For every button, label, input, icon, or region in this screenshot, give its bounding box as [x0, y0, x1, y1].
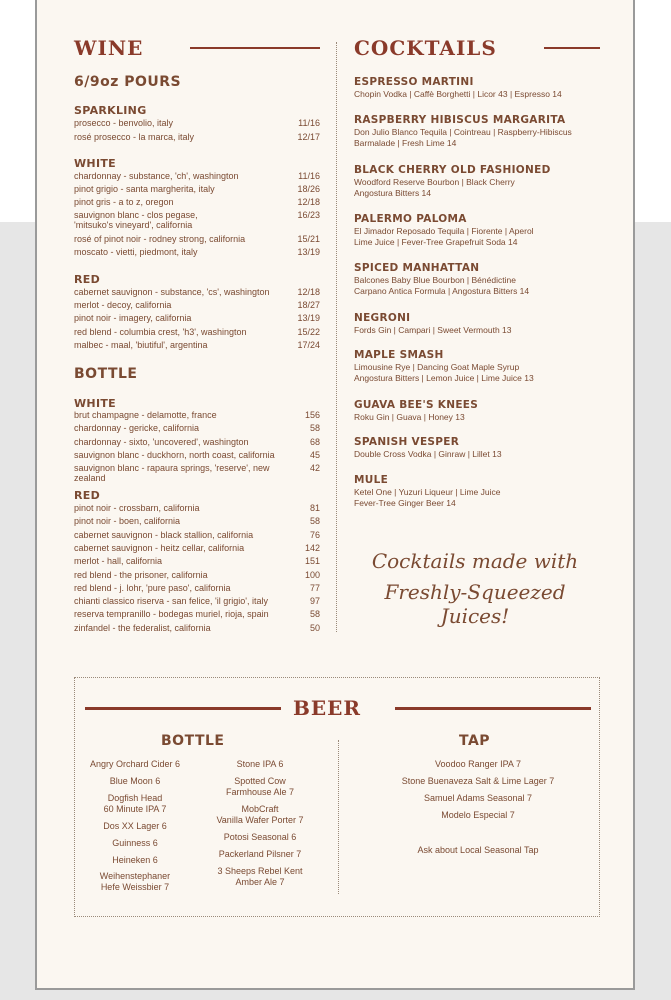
- sparkling-title: SPARKLING: [74, 104, 147, 117]
- wine-row: [74, 543, 320, 553]
- cocktails-title: COCKTAILS: [354, 36, 497, 60]
- cocktail-item: [354, 213, 594, 248]
- red-title: RED: [74, 273, 101, 286]
- cocktail-name: GUAVA BEE'S KNEES: [354, 399, 479, 411]
- wine-name: chardonnay - sixto, 'uncovered', washington: [74, 436, 249, 447]
- wine-price: 18/26: [297, 184, 320, 194]
- wine-row: [74, 583, 320, 593]
- wine-price: 15/22: [297, 326, 320, 337]
- cocktail-ingredients: Woodford Reserve Bourbon | Black Cherry: [354, 177, 515, 187]
- cocktail-item: [354, 312, 594, 336]
- wine-name: rosé prosecco - la marca, italy: [74, 131, 195, 142]
- wine-title: WINE: [74, 36, 144, 60]
- wine-price: 18/27: [297, 300, 320, 311]
- beer-item-line: Voodoo Ranger IPA 7: [435, 759, 521, 769]
- beer-item: [200, 849, 320, 860]
- wine-price: 50: [309, 622, 320, 633]
- wine-name: red blend - j. lohr, 'pure paso', california: [74, 582, 231, 593]
- wine-name: red blend - the prisoner, california: [74, 569, 208, 580]
- beer-item-line: Potosi Seasonal 6: [223, 832, 297, 842]
- wine-name: prosecco - benvolio, italy: [74, 118, 174, 128]
- cocktail-ingredients: Lime Juice | Fever-Tree Grapefruit Soda 14: [354, 237, 518, 247]
- cocktail-ingredients: Balcones Baby Blue Bourbon | Bénédictine: [354, 275, 516, 285]
- wine-row: [74, 234, 320, 244]
- wine-name: cabernet sauvignon - black stallion, california: [74, 529, 254, 540]
- beer-item: [200, 776, 320, 797]
- beer-item-line: Guinness 6: [112, 838, 158, 848]
- wine-price: 151: [304, 556, 320, 567]
- wine-row: [74, 623, 320, 633]
- wine-name: pinot grigio - santa margherita, italy: [74, 184, 215, 194]
- pours-title: 6/9oz POURS: [74, 74, 182, 90]
- cocktail-name: MULE: [354, 474, 389, 486]
- wine-price: 42: [309, 463, 320, 474]
- wine-price: 16/23: [297, 210, 320, 220]
- beer-item: [383, 810, 573, 821]
- beer-item-line: Stone Buenaveza Salt & Lime Lager 7: [401, 776, 555, 786]
- cocktail-ingredients: Roku Gin | Guava | Honey 13: [354, 412, 465, 422]
- beer-item: [200, 804, 320, 825]
- beer-item: [75, 821, 195, 832]
- wine-name: brut champagne - delamotte, france: [74, 410, 217, 420]
- beer-item-line: Dogfish Head: [107, 793, 163, 803]
- wine-row: [74, 423, 320, 433]
- wine-row: [74, 516, 320, 526]
- wine-row: [74, 313, 320, 323]
- wine-title-rule: [190, 47, 320, 49]
- wine-row: [74, 570, 320, 580]
- beer-item: [200, 759, 320, 770]
- cocktail-item: [354, 399, 594, 423]
- beer-item: [200, 866, 320, 887]
- wine-price: 58: [309, 423, 320, 434]
- beer-rule-left: [85, 707, 281, 710]
- cocktail-item: [354, 114, 594, 149]
- script-line-2: Freshly-Squeezed Juices!: [384, 580, 566, 628]
- beer-item-line: Angry Orchard Cider 6: [89, 759, 181, 769]
- white-title: WHITE: [74, 157, 116, 170]
- wine-name: pinot noir - imagery, california: [74, 313, 192, 324]
- wine-price: 12/18: [297, 197, 320, 207]
- wine-name: malbec - maal, 'biutiful', argentina: [74, 339, 208, 350]
- beer-item-line: MobCraft: [241, 804, 279, 814]
- wine-price: 81: [309, 503, 320, 513]
- wine-name: chianti classico riserva - san felice, 'il grigio', italy: [74, 596, 269, 607]
- bottle-red-title: RED: [74, 489, 101, 502]
- wine-name: rosé of pinot noir - rodney strong, california: [74, 233, 246, 244]
- cocktail-ingredients: El Jimador Reposado Tequila | Fiorente | Aperol: [354, 226, 534, 236]
- wine-price: 13/19: [297, 246, 320, 257]
- beer-item: [383, 793, 573, 804]
- cocktail-name: RASPBERRY HIBISCUS MARGARITA: [354, 114, 566, 126]
- wine-row: [74, 300, 320, 310]
- beer-item-line: Samuel Adams Seasonal 7: [423, 793, 533, 803]
- beer-divider: [338, 740, 339, 894]
- wine-name: reserva tempranillo - bodegas muriel, rioja, spain: [74, 609, 269, 620]
- cocktail-item: [354, 349, 594, 384]
- beer-item-line: Spotted Cow: [234, 776, 286, 786]
- wine-name: merlot - hall, california: [74, 556, 163, 567]
- beer-item-line: 60 Minute IPA 7: [103, 803, 167, 814]
- cocktail-ingredients: Fever-Tree Ginger Beer 14: [354, 498, 456, 508]
- cocktail-name: SPICED MANHATTAN: [354, 262, 480, 274]
- wine-price: 12/17: [297, 131, 320, 142]
- beer-bottle-title: BOTTLE: [161, 733, 225, 749]
- wine-name: cabernet sauvignon - heitz cellar, california: [74, 542, 245, 553]
- cocktail-name: MAPLE SMASH: [354, 349, 444, 361]
- wine-name: moscato - vietti, piedmont, italy: [74, 246, 198, 257]
- wine-name: red blend - columbia crest, 'h3', washington: [74, 326, 247, 337]
- cocktail-ingredients: Carpano Antica Formula | Angostura Bitters 14: [354, 286, 530, 296]
- beer-item: [75, 838, 195, 849]
- bottle-title: BOTTLE: [74, 366, 138, 382]
- beer-item: [200, 832, 320, 843]
- column-divider: [336, 42, 337, 632]
- cocktail-item: [354, 164, 594, 199]
- wine-price: 12/18: [297, 287, 320, 297]
- wine-price: 11/16: [298, 118, 320, 128]
- cocktail-ingredients: Angostura Bitters 14: [354, 188, 432, 198]
- wine-row: [74, 287, 320, 297]
- beer-item-line: Weihenstephaner: [99, 871, 171, 881]
- wine-row: [74, 609, 320, 619]
- beer-item-line: Hefe Weissbier 7: [100, 881, 170, 892]
- wine-price: 156: [304, 410, 320, 420]
- wine-name-line-2: 'mitsuko's vineyard', california: [74, 220, 193, 230]
- cocktail-item: [354, 436, 594, 460]
- wine-row: [74, 171, 320, 181]
- wine-price: 17/24: [297, 339, 320, 350]
- wine-name: zinfandel - the federalist, california: [74, 622, 211, 633]
- wine-name: sauvignon blanc - rapaura springs, 'reserve', new zealand: [74, 463, 270, 484]
- beer-box: [74, 677, 600, 917]
- wine-price: 15/21: [297, 233, 320, 244]
- beer-item: [75, 776, 195, 787]
- cocktail-item: [354, 76, 594, 100]
- cocktail-item: [354, 474, 594, 509]
- wine-row: [74, 118, 320, 128]
- beer-item: [75, 793, 195, 814]
- wine-name: cabernet sauvignon - substance, 'cs', washington: [74, 287, 270, 297]
- wine-price: 11/16: [298, 171, 320, 181]
- beer-item-line: 3 Sheeps Rebel Kent: [217, 866, 303, 876]
- tap-note: Ask about Local Seasonal Tap: [417, 845, 539, 855]
- wine-row: [74, 247, 320, 257]
- wine-row: [74, 463, 320, 484]
- beer-item: [383, 776, 573, 787]
- cocktail-ingredients: Chopin Vodka | Caffè Borghetti | Licor 43 | Espresso 14: [354, 89, 562, 99]
- cocktail-ingredients: Don Julio Blanco Tequila | Cointreau | Raspberry-Hibiscus: [354, 127, 572, 137]
- menu-page: [35, 0, 635, 990]
- wine-name: pinot noir - crossbarn, california: [74, 503, 200, 513]
- cocktail-ingredients: Barmalade | Fresh Lime 14: [354, 138, 457, 148]
- wine-row: [74, 410, 320, 420]
- beer-item: [75, 759, 195, 770]
- wine-row: [74, 184, 320, 194]
- script-line-1: Cocktails made with: [371, 549, 579, 573]
- beer-item: [383, 759, 573, 770]
- wine-row: [74, 556, 320, 566]
- wine-row: [74, 132, 320, 142]
- wine-name: sauvignon blanc - duckhorn, north coast, california: [74, 449, 275, 460]
- cocktail-ingredients: Fords Gin | Campari | Sweet Vermouth 13: [354, 325, 512, 335]
- cocktail-name: NEGRONI: [354, 312, 411, 324]
- wine-row: [74, 530, 320, 540]
- wine-name: sauvignon blanc - clos pegase,: [74, 210, 198, 220]
- wine-name: chardonnay - gericke, california: [74, 423, 200, 434]
- cocktail-name: ESPRESSO MARTINI: [354, 76, 474, 88]
- cocktail-name: PALERMO PALOMA: [354, 213, 467, 225]
- wine-name: merlot - decoy, california: [74, 300, 172, 311]
- wine-name: pinot gris - a to z, oregon: [74, 197, 174, 207]
- beer-item: [75, 855, 195, 866]
- wine-price: 58: [309, 516, 320, 527]
- beer-item-line: Amber Ale 7: [235, 876, 285, 887]
- wine-row: [74, 197, 320, 207]
- wine-row: [74, 340, 320, 350]
- beer-item-line: Modelo Especial 7: [441, 810, 515, 820]
- bottle-white-title: WHITE: [74, 397, 116, 410]
- beer-item: [75, 871, 195, 892]
- beer-rule-right: [395, 707, 591, 710]
- wine-row: [74, 596, 320, 606]
- beer-item-line: Heineken 6: [112, 855, 158, 865]
- wine-price: 13/19: [297, 313, 320, 324]
- wine-price: 58: [309, 609, 320, 620]
- cocktails-title-rule: [544, 47, 600, 49]
- cocktail-ingredients: Limousine Rye | Dancing Goat Maple Syrup: [354, 362, 520, 372]
- wine-price: 68: [309, 436, 320, 447]
- wine-row: [74, 450, 320, 460]
- cocktail-ingredients: Double Cross Vodka | Ginraw | Lillet 13: [354, 449, 502, 459]
- wine-row: [74, 210, 320, 230]
- cocktail-ingredients: Angostura Bitters | Lemon Juice | Lime Juice 13: [354, 373, 534, 383]
- cocktail-ingredients: Ketel One | Yuzuri Liqueur | Lime Juice: [354, 487, 501, 497]
- cocktail-name: BLACK CHERRY OLD FASHIONED: [354, 164, 551, 176]
- cocktail-item: [354, 262, 594, 297]
- wine-price: 142: [304, 542, 320, 553]
- wine-price: 45: [309, 449, 320, 460]
- wine-price: 76: [309, 529, 320, 540]
- beer-title: BEER: [293, 696, 362, 720]
- wine-price: 77: [309, 582, 320, 593]
- beer-item-line: Vanilla Wafer Porter 7: [216, 814, 304, 825]
- beer-item-line: Dos XX Lager 6: [103, 821, 167, 831]
- wine-row: [74, 437, 320, 447]
- cocktail-name: SPANISH VESPER: [354, 436, 460, 448]
- wine-row: [74, 327, 320, 337]
- beer-item-line: Blue Moon 6: [109, 776, 161, 786]
- wine-price: 97: [309, 596, 320, 607]
- wine-row: [74, 503, 320, 513]
- beer-item-line: Packerland Pilsner 7: [218, 849, 302, 859]
- beer-item-line: Stone IPA 6: [236, 759, 284, 769]
- wine-name: chardonnay - substance, 'ch', washington: [74, 171, 239, 181]
- beer-item-line: Farmhouse Ale 7: [225, 786, 295, 797]
- wine-name: pinot noir - boen, california: [74, 516, 181, 527]
- beer-tap-title: TAP: [459, 733, 491, 749]
- wine-price: 100: [304, 569, 320, 580]
